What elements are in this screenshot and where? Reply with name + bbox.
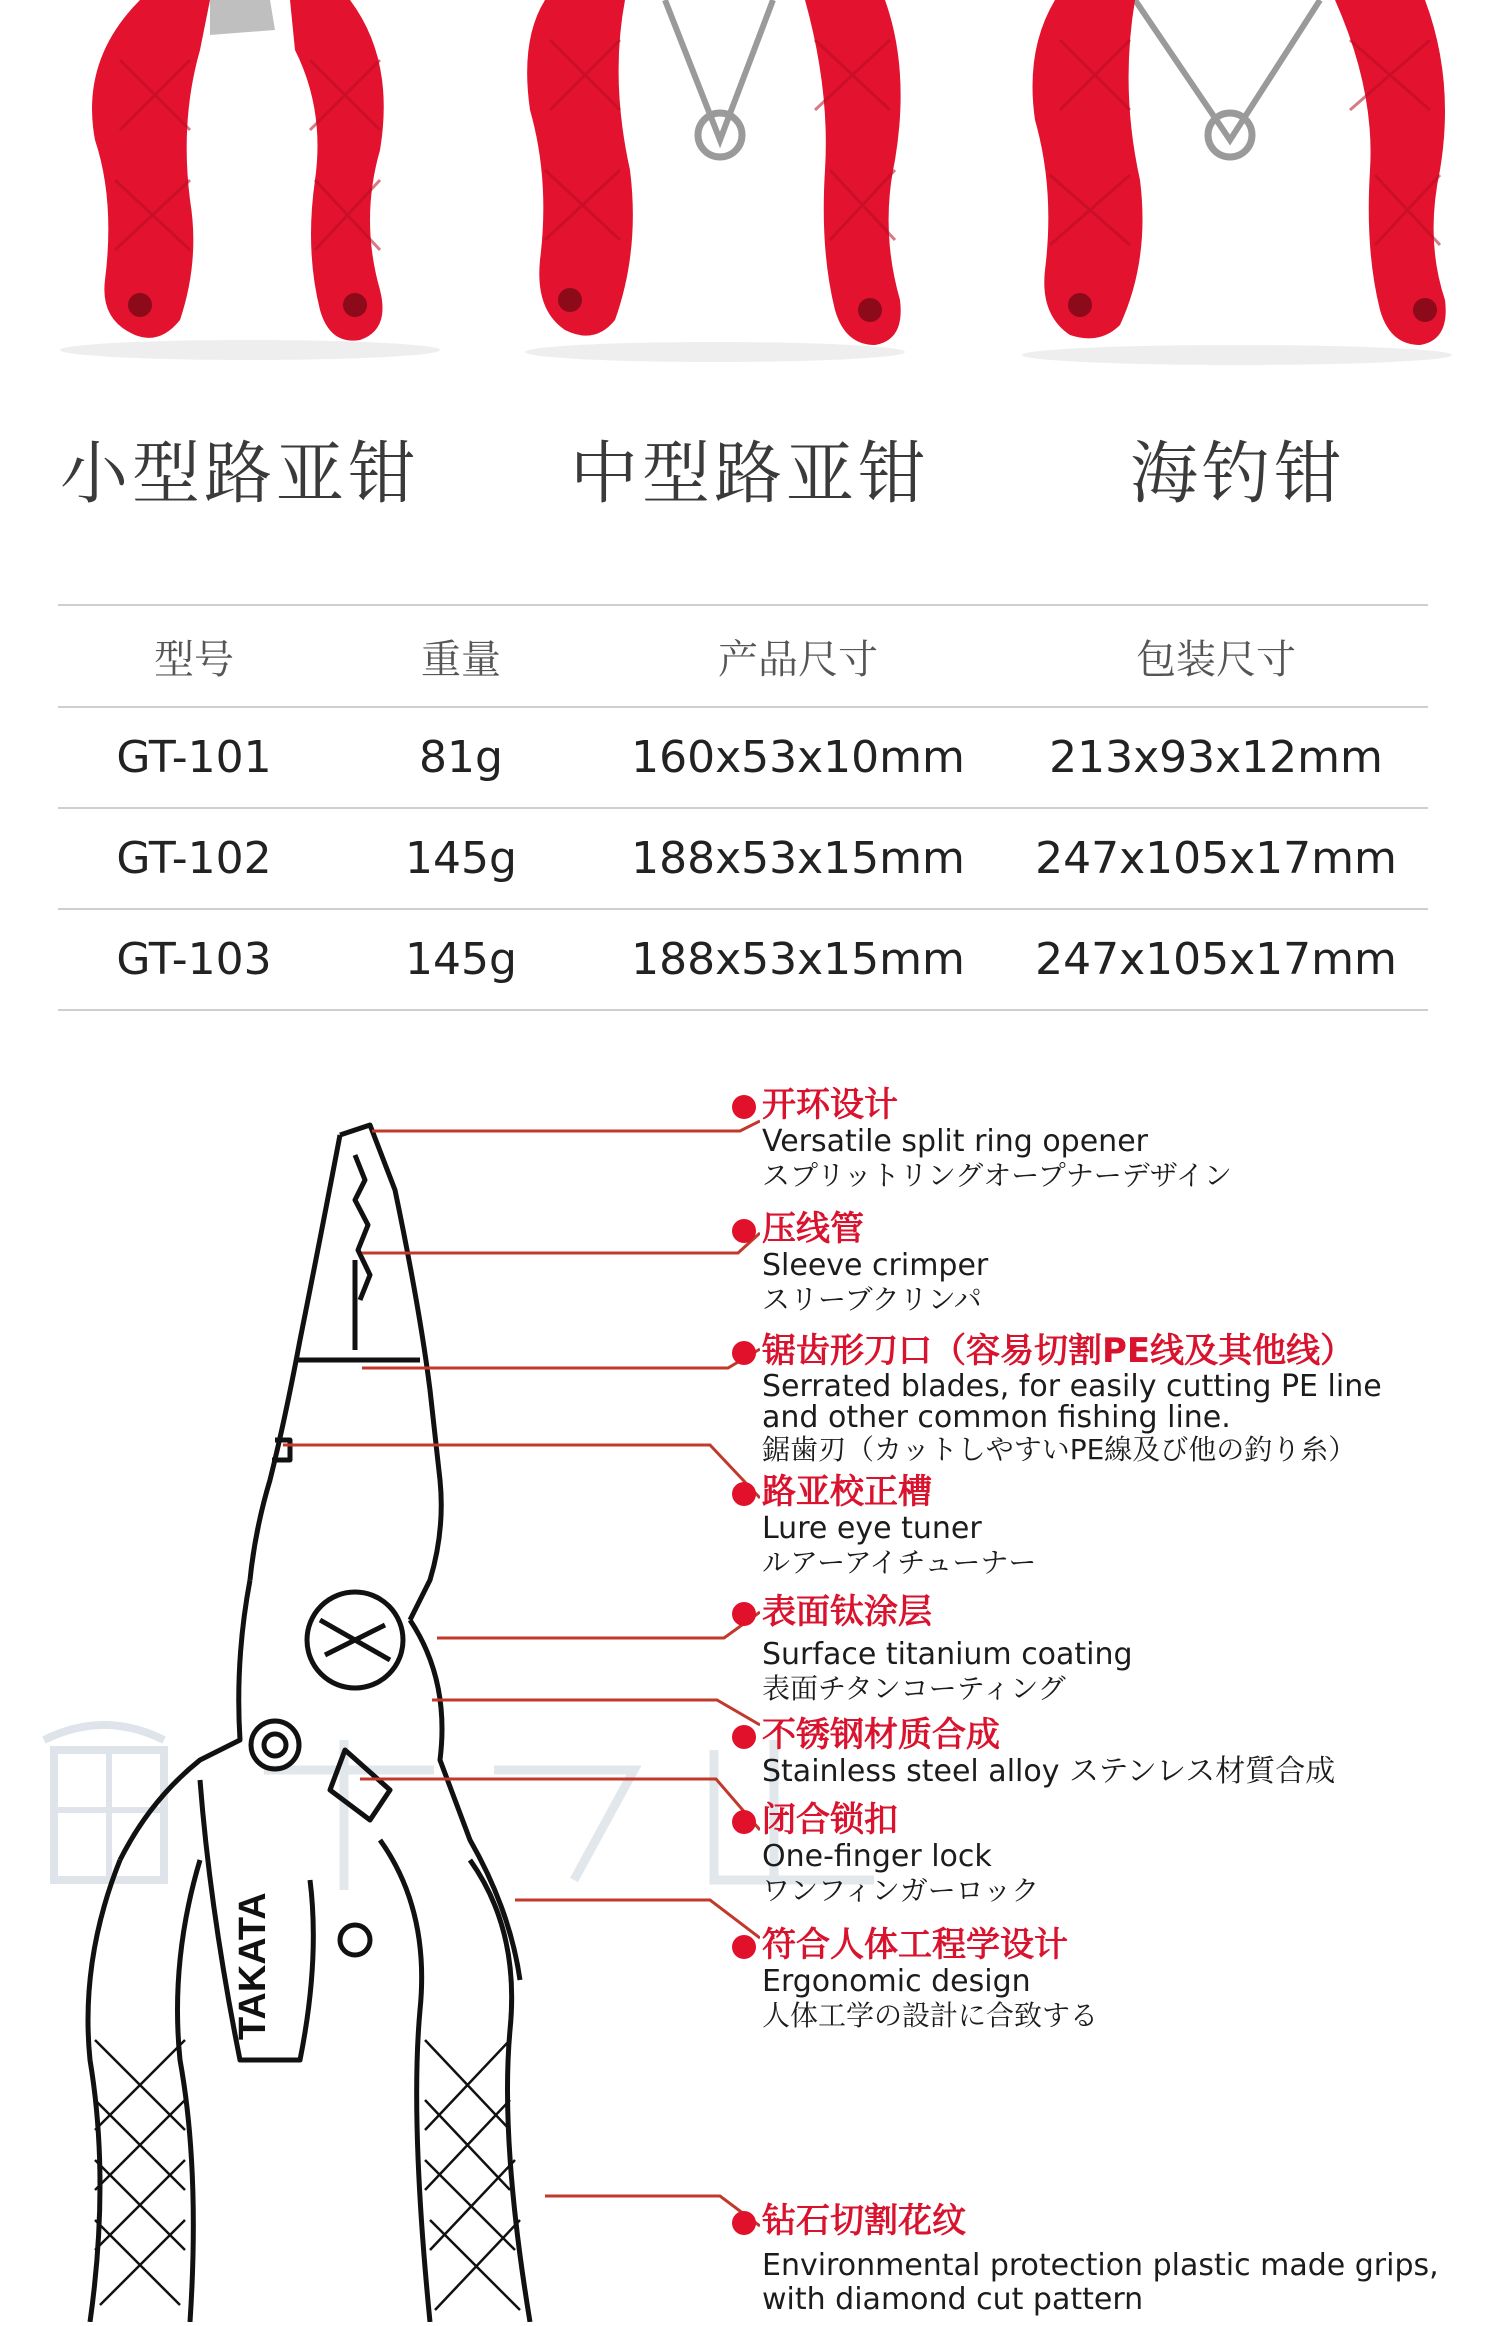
cell-package-size: 213x93x12mm <box>1004 707 1428 808</box>
feature-one-finger-lock <box>762 1800 1039 1908</box>
cell-weight: 81g <box>330 707 592 808</box>
cell-model: GT-102 <box>58 808 330 909</box>
small-lure-pliers-photo <box>60 0 440 370</box>
feature-text-ja: 鋸歯刃（カットしやすいPE線及び他の釣り糸） <box>762 1433 1357 1466</box>
feature-text-en: Lure eye tuner <box>762 1511 982 1546</box>
cell-product-size: 160x53x10mm <box>592 707 1004 808</box>
header-package-size: 包装尺寸 <box>1004 605 1428 707</box>
feature-title-zh: 路亚校正槽 <box>762 1472 932 1512</box>
feature-text-ja: 表面チタンコーティング <box>762 1672 1066 1705</box>
feature-split-ring-opener <box>762 1085 1232 1193</box>
feature-text-ja: スプリットリングオープナーデザイン <box>762 1159 1232 1192</box>
bullet-dot <box>732 1219 756 1243</box>
pliers-diagram <box>0 1060 760 2322</box>
feature-text-en: Versatile split ring opener <box>762 1124 1148 1159</box>
header-model: 型号 <box>58 605 330 707</box>
feature-text-en: Serrated blades, for easily cutting PE line <box>762 1369 1382 1404</box>
feature-text-en: Surface titanium coating <box>762 1637 1133 1672</box>
feature-title-zh: 表面钛涂层 <box>762 1592 932 1632</box>
feature-title-zh: 钻石切割花纹 <box>762 2201 966 2241</box>
bullet-dot <box>732 1482 756 1506</box>
bullet-dot <box>732 1602 756 1626</box>
feature-text-en: One-finger lock <box>762 1839 992 1874</box>
feature-ergonomic-design <box>762 1925 1098 2033</box>
bullet-dot <box>732 1810 756 1834</box>
header-weight: 重量 <box>330 605 592 707</box>
product-name-small: 小型路亚钳 <box>60 435 421 514</box>
bullet-dot <box>732 1095 756 1119</box>
product-name-medium: 中型路亚钳 <box>570 435 931 514</box>
product-name-sea: 海钓钳 <box>1130 435 1347 514</box>
bullet-dot <box>732 2211 756 2235</box>
bullet-dot <box>732 1935 756 1959</box>
feature-text-ja: スリーブクリンパ <box>762 1283 982 1316</box>
feature-lure-eye-tuner <box>762 1472 1036 1580</box>
cell-model: GT-101 <box>58 707 330 808</box>
cell-package-size: 247x105x17mm <box>1004 909 1428 1010</box>
feature-serrated-blades <box>762 1331 1382 1467</box>
cell-model: GT-103 <box>58 909 330 1010</box>
cell-weight: 145g <box>330 808 592 909</box>
feature-text-en: Ergonomic design <box>762 1964 1031 1999</box>
header-product-size: 产品尺寸 <box>592 605 1004 707</box>
cell-product-size: 188x53x15mm <box>592 808 1004 909</box>
feature-text-ja: ルアーアイチューナー <box>762 1546 1037 1579</box>
brand-label: TAKATA <box>232 1892 274 2040</box>
bullet-dot <box>732 1725 756 1749</box>
bullet-dot <box>732 1341 756 1365</box>
feature-title-zh: 锯齿形刀口（容易切割PE线及其他线） <box>762 1331 1355 1371</box>
table-row <box>58 909 1428 1010</box>
feature-text-en: Environmental protection plastic made grips, <box>762 2248 1439 2283</box>
table-row <box>58 808 1428 909</box>
feature-text-en-2: and other common fishing line. <box>762 1400 1231 1435</box>
feature-text-en: Stainless steel alloy ステンレス材質合成 <box>762 1754 1336 1789</box>
cell-weight: 145g <box>330 909 592 1010</box>
spec-table <box>58 604 1428 1011</box>
feature-text-en: Sleeve crimper <box>762 1248 989 1283</box>
feature-title-zh: 压线管 <box>762 1209 864 1249</box>
feature-stainless-steel <box>762 1715 1335 1789</box>
feature-title-zh: 符合人体工程学设计 <box>762 1925 1068 1965</box>
feature-diamond-cut-grips <box>762 2201 1439 2317</box>
feature-title-zh: 不锈钢材质合成 <box>762 1715 1000 1755</box>
sea-fishing-pliers-photo <box>1015 0 1460 370</box>
cell-product-size: 188x53x15mm <box>592 909 1004 1010</box>
feature-sleeve-crimper <box>762 1209 988 1317</box>
table-row <box>58 707 1428 808</box>
cell-package-size: 247x105x17mm <box>1004 808 1428 909</box>
feature-text-en-2: with diamond cut pattern <box>762 2282 1144 2317</box>
medium-lure-pliers-photo <box>515 0 915 370</box>
feature-title-zh: 开环设计 <box>762 1085 898 1125</box>
feature-text-ja: ワンフィンガーロック <box>762 1874 1040 1907</box>
feature-title-zh: 闭合锁扣 <box>762 1800 898 1840</box>
feature-text-ja: 人体工学の設計に合致する <box>762 1999 1099 2032</box>
feature-titanium-coating <box>762 1592 1133 1706</box>
table-header-row <box>58 605 1428 707</box>
